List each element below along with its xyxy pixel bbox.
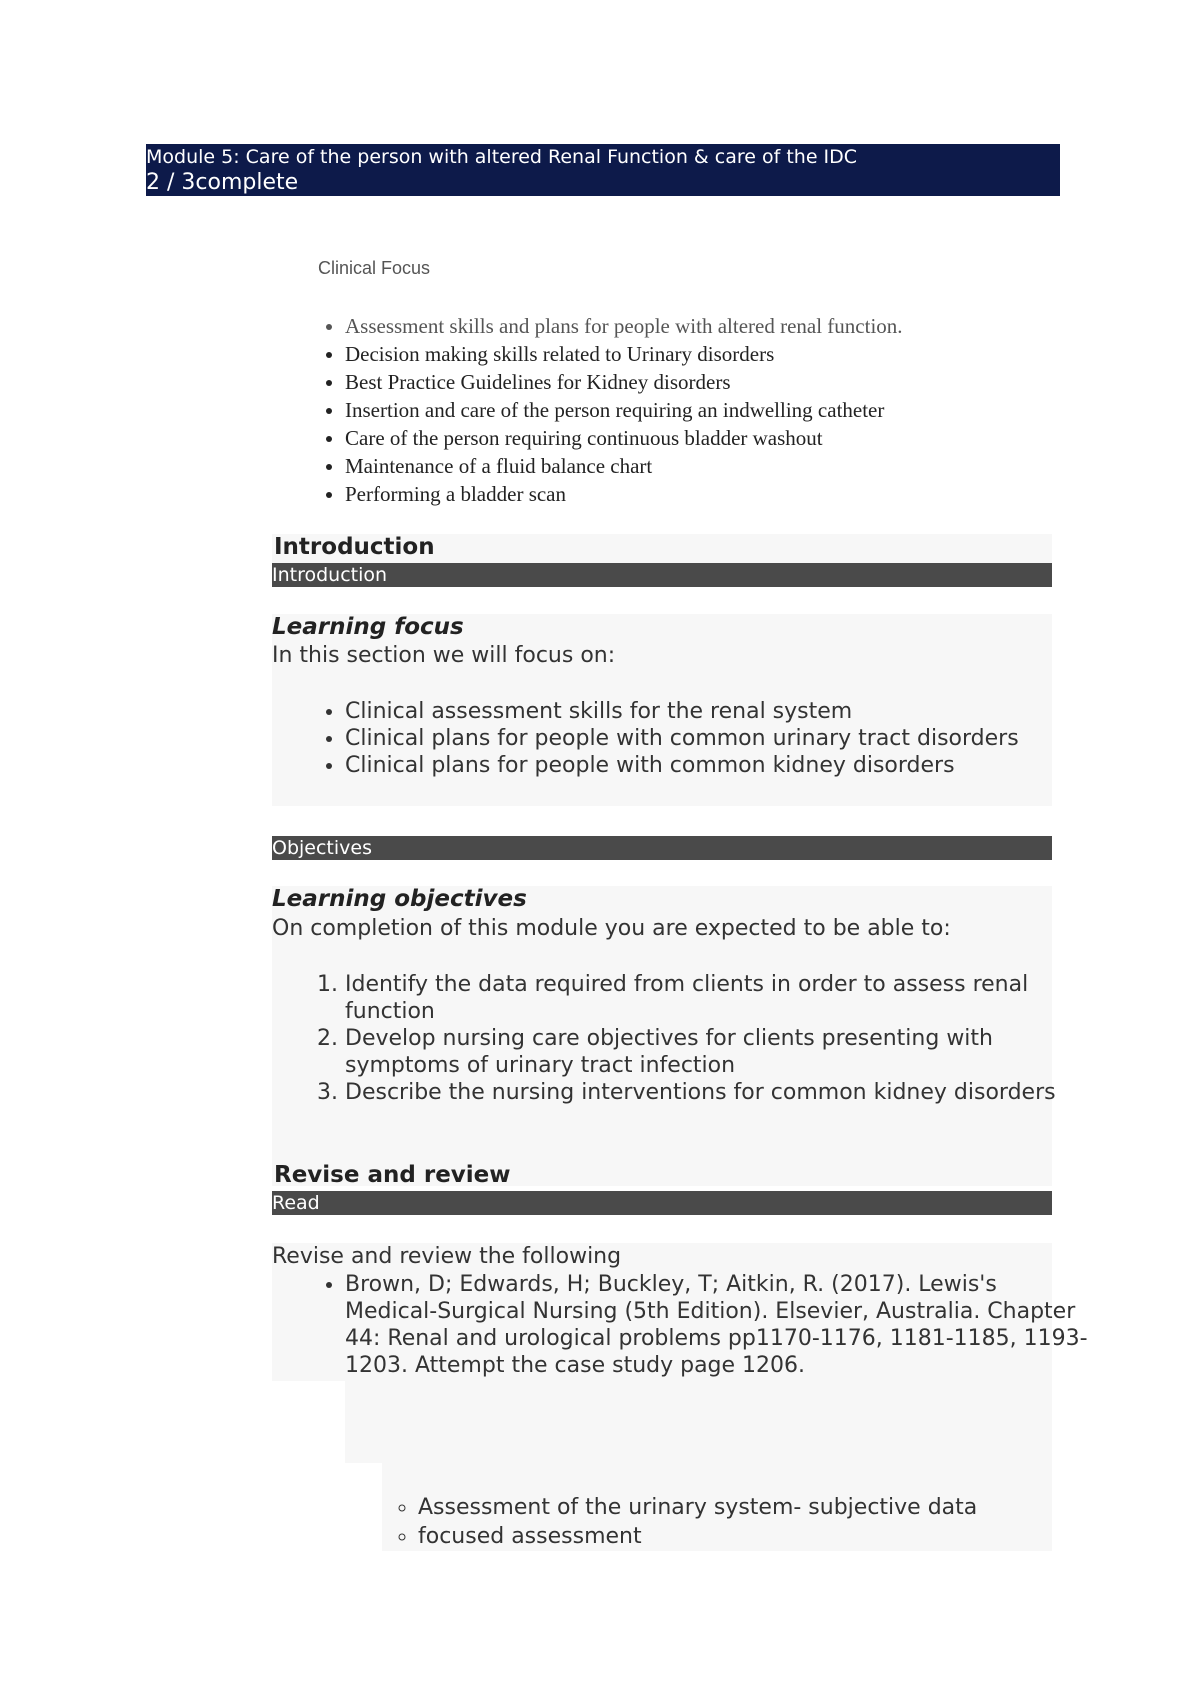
revise-panel-lower xyxy=(345,1381,1052,1463)
reference-link[interactable]: • Brown, D; Edwards, H; Buckley, T; Aitkin, R. (2017). Lewis's Medical-Surgical Nursing (5th Edition). Elsevier, Australia. Chapter 44: Renal and urological problems pp1170-1176, 1181-1185, 1193-1203. Attempt the case study page 1206. xyxy=(345,1271,1090,1379)
objectives-bar-label: Objectives xyxy=(272,837,372,859)
module-header xyxy=(146,144,1060,196)
list-item: 2. Develop nursing care objectives for clients presenting with symptoms of urinary tract infection xyxy=(345,1025,1075,1079)
learning-objectives-lead: On completion of this module you are expected to be able to: xyxy=(272,916,951,941)
clinical-focus-label: Clinical Focus xyxy=(318,258,431,278)
list-item: • Performing a bladder scan xyxy=(345,480,1065,508)
revise-sub-list xyxy=(383,1493,1078,1551)
learning-objectives-list xyxy=(310,971,1075,1106)
list-item: • Assessment skills and plans for people with altered renal function. xyxy=(345,312,1065,340)
list-item: • Maintenance of a fluid balance chart xyxy=(345,452,1065,480)
list-item: • Clinical plans for people with common kidney disorders xyxy=(345,752,1065,779)
read-bar xyxy=(272,1191,1052,1215)
list-item: • Decision making skills related to Urinary disorders xyxy=(345,340,1065,368)
module-title: Module 5: Care of the person with altered Renal Function & care of the IDC xyxy=(146,146,858,168)
list-item: • Clinical assessment skills for the renal system xyxy=(345,698,1065,725)
learning-focus-heading: Learning focus xyxy=(272,614,464,640)
revise-lead: Revise and review the following xyxy=(272,1244,622,1269)
learning-focus-list xyxy=(310,698,1065,779)
revise-title: Revise and review xyxy=(274,1162,511,1188)
list-item: • Best Practice Guidelines for Kidney disorders xyxy=(345,368,1065,396)
clinical-focus-list xyxy=(310,312,1065,508)
list-item: 3. Describe the nursing interventions for common kidney disorders xyxy=(345,1079,1075,1106)
introduction-bar-label: Introduction xyxy=(272,564,388,586)
introduction-bar xyxy=(272,563,1052,587)
introduction-title: Introduction xyxy=(274,534,435,560)
module-progress: 2 / 3complete xyxy=(146,170,299,195)
list-item: 1. Identify the data required from clients in order to assess renal function xyxy=(345,971,1075,1025)
revise-reference-list xyxy=(310,1271,1090,1379)
learning-objectives-heading: Learning objectives xyxy=(272,886,527,912)
list-item: • Clinical plans for people with common urinary tract disorders xyxy=(345,725,1065,752)
list-item: • Care of the person requiring continuous bladder washout xyxy=(345,424,1065,452)
list-item: ◦ Assessment of the urinary system- subjective data xyxy=(418,1493,1078,1522)
list-item: • Insertion and care of the person requiring an indwelling catheter xyxy=(345,396,1065,424)
list-item: ◦ focused assessment xyxy=(418,1522,1078,1551)
read-bar-label: Read xyxy=(272,1192,320,1214)
objectives-bar xyxy=(272,836,1052,860)
learning-focus-lead: In this section we will focus on: xyxy=(272,643,616,668)
